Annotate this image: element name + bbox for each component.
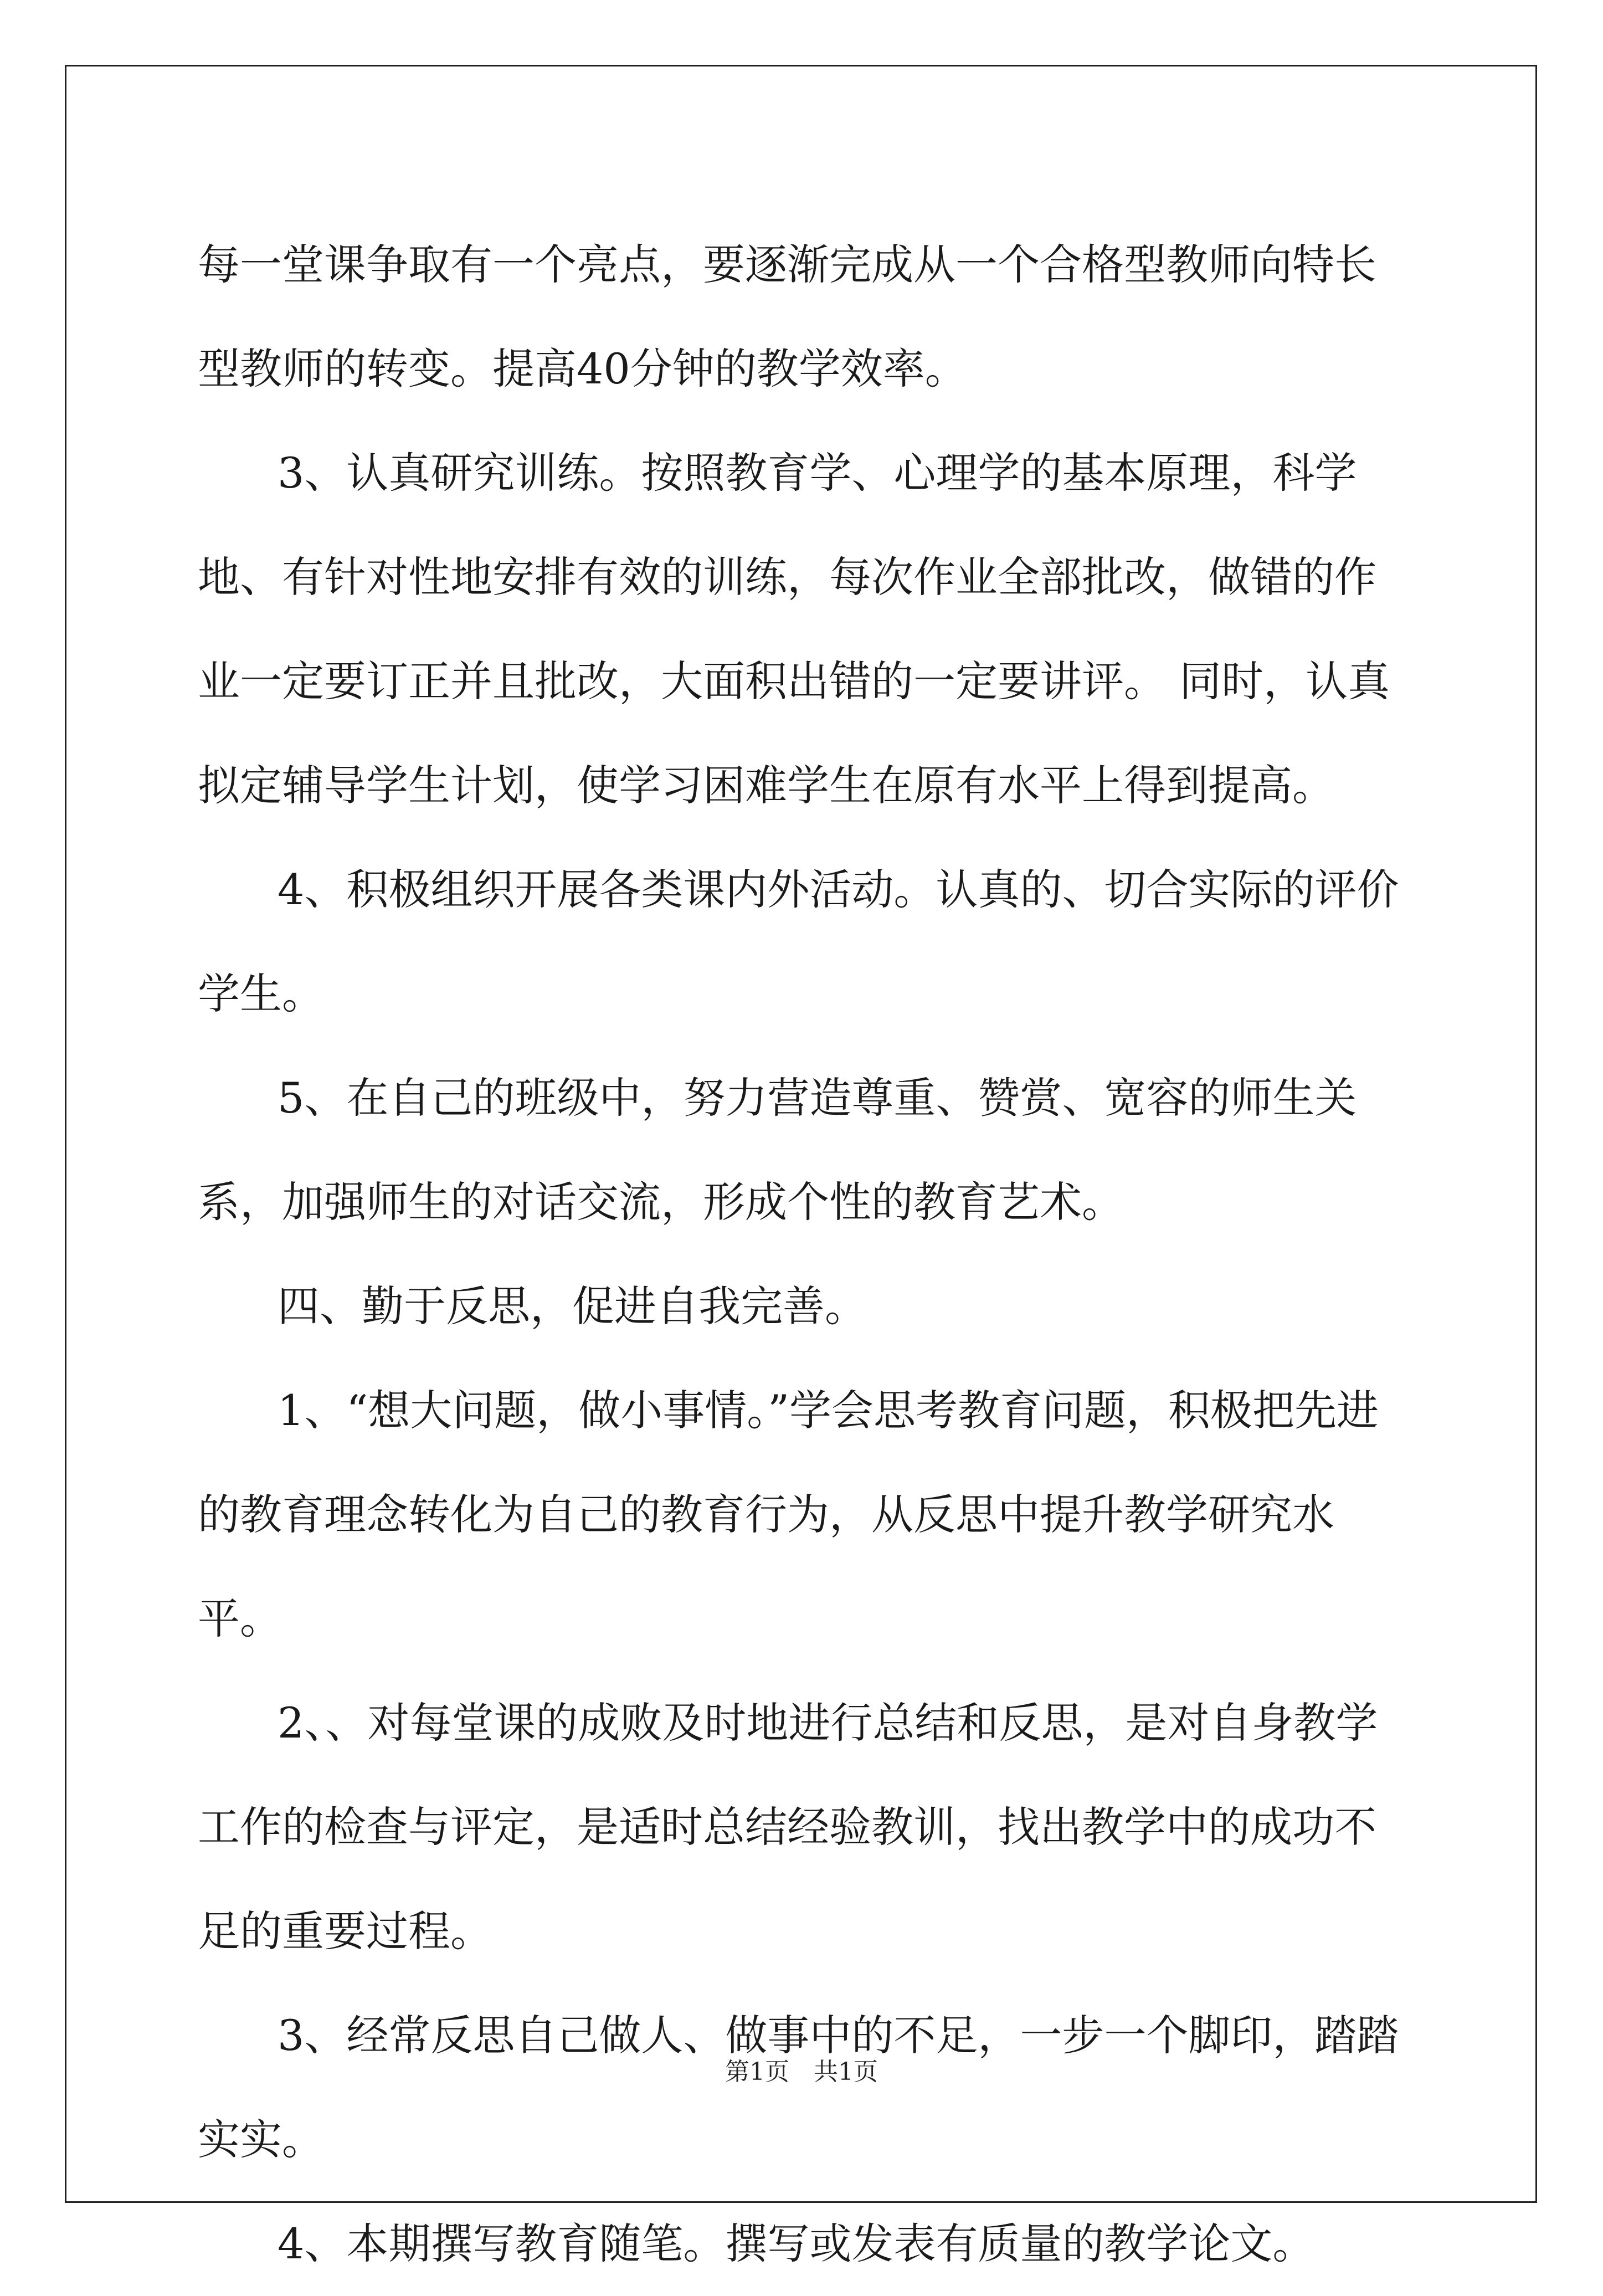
paragraph-1: 每一堂课争取有一个亮点，要逐渐完成从一个合格型教师向特长型教师的转变。提高40分钟的教学效率。: [198, 240, 1376, 393]
section-heading: 四、勤于反思，促进自我完善。: [278, 1282, 867, 1331]
document-body: [198, 213, 1411, 2296]
paragraph-8: 4、本期撰写教育随笔。撰写或发表有质量的教学论文。: [278, 2219, 1315, 2268]
paragraph-3: 4、积极组织开展各类课内外活动。认真的、切合实际的评价学生。: [198, 865, 1399, 1018]
paragraph-7: 3、经常反思自己做人、做事中的不足，一步一个脚印，踏踏实实。: [198, 2011, 1399, 2164]
paragraph-4: 5、在自己的班级中，努力营造尊重、赞赏、宽容的师生关系，加强师生的对话交流，形成个性的教育艺术。: [198, 1073, 1357, 1227]
paragraph-2: 3、认真研究训练。按照教育学、心理学的基本原理，科学地、有针对性地安排有效的训练，每次作业全部批改，做错的作业一定要订正并且批改，大面积出错的一定要讲评。 同时，认真拟定辅导学生计划，使学习困难学生在原有水平上得到提高。: [198, 448, 1390, 810]
paragraph-6: 2、、对每堂课的成败及时地进行总结和反思，是对自身教学工作的检查与评定，是适时总结经验教训，找出教学中的成功不足的重要过程。: [198, 1698, 1378, 1956]
paragraph-5: 1、“想大问题，做小事情。”学会思考教育问题，积极把先进的教育理念转化为自己的教育行为，从反思中提升教学研究水平。: [198, 1386, 1379, 1643]
page-footer: 第1页 共1页: [725, 2058, 878, 2086]
